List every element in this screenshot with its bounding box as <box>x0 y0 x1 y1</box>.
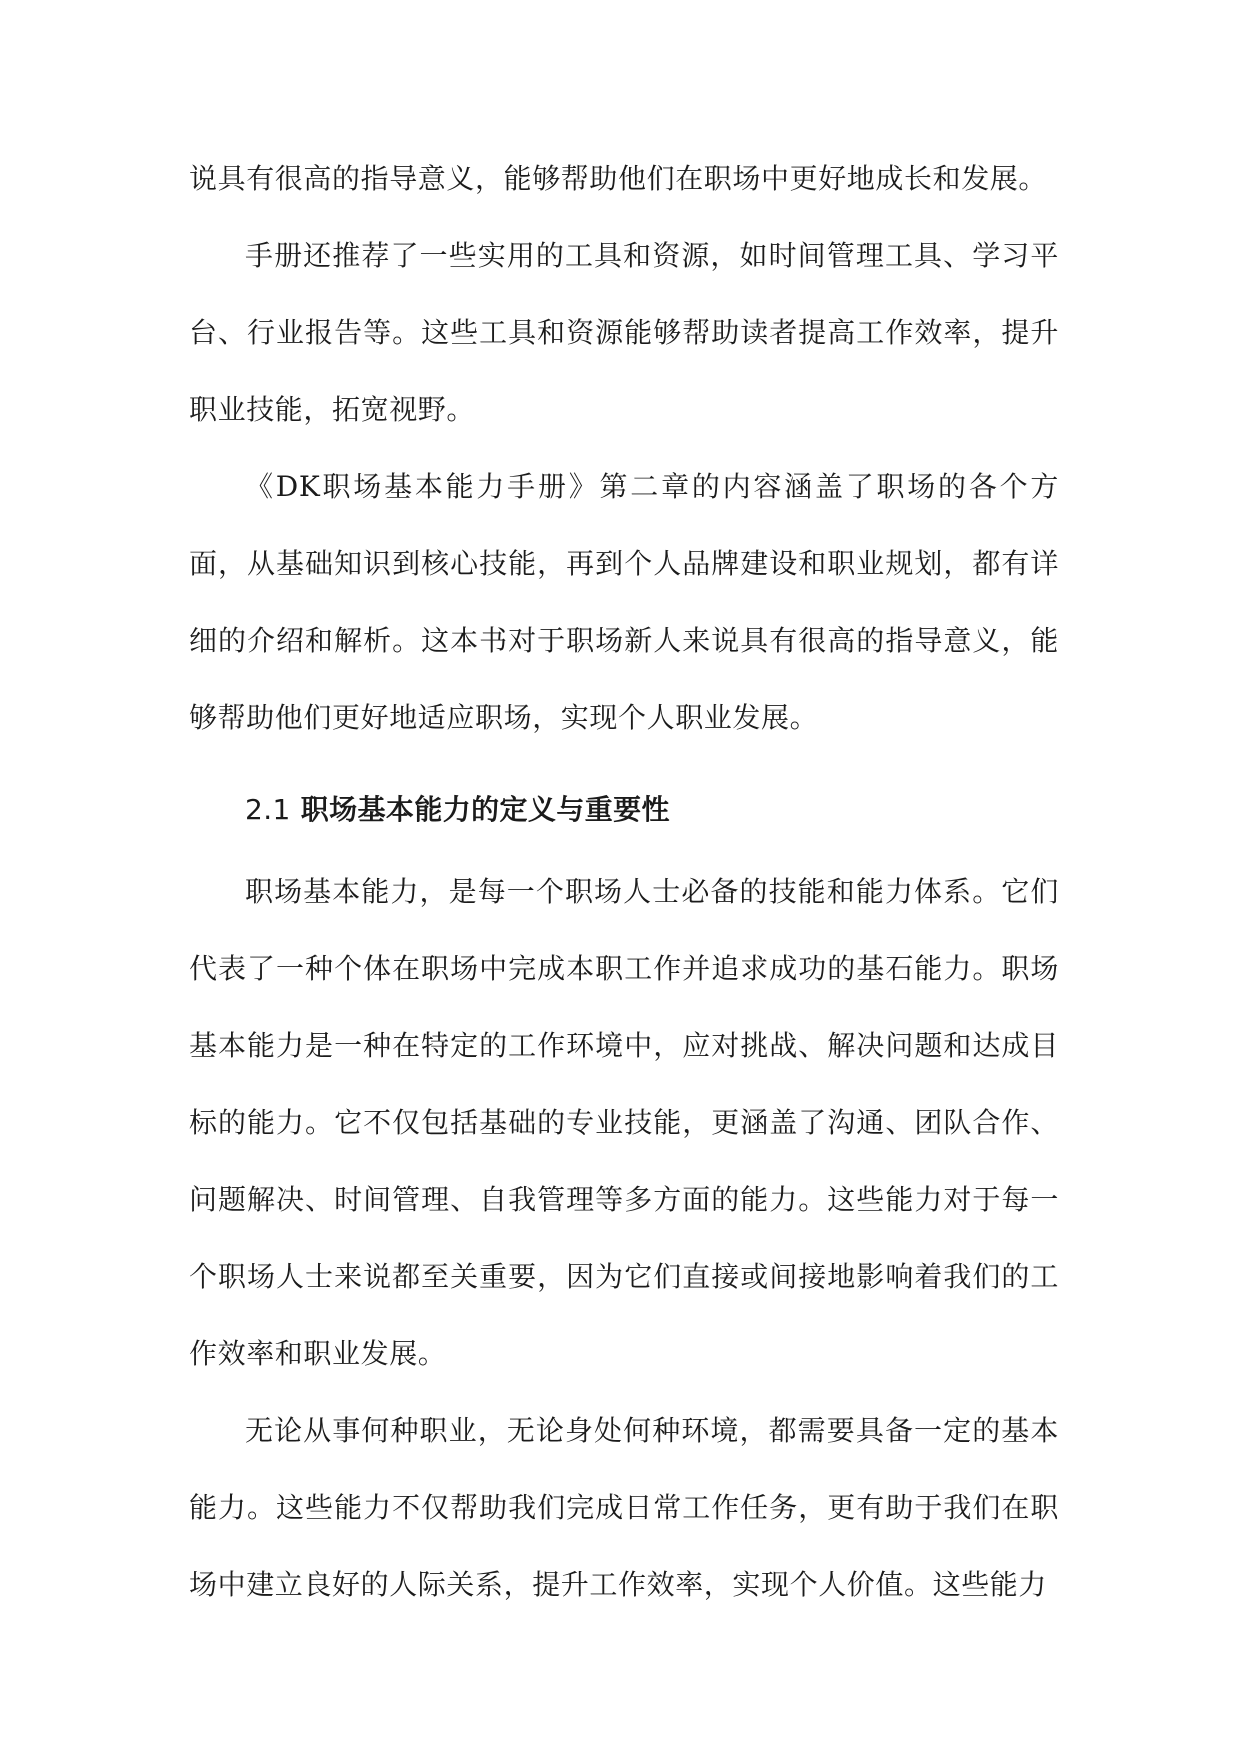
paragraph-tools-resources: 手册还推荐了一些实用的工具和资源，如时间管理工具、学习平台、行业报告等。这些工具和资源能够帮助读者提高工作效率，提升职业技能，拓宽视野。 <box>189 239 1059 426</box>
section-heading <box>189 766 1059 853</box>
section-number: 2.1 <box>245 793 291 826</box>
paragraph-chapter-summary: 《DK职场基本能力手册》第二章的内容涵盖了职场的各个方面，从基础知识到核心技能，再到个人品牌建设和职业规划，都有详细的介绍和解析。这本书对于职场新人来说具有很高的指导意义，能够帮助他们更好地适应职场，实现个人职业发展。 <box>189 470 1059 734</box>
paragraph-importance: 无论从事何种职业，无论身处何种环境，都需要具备一定的基本能力。这些能力不仅帮助我们完成日常工作任务，更有助于我们在职场中建立良好的人际关系，提升工作效率，实现个人价值。这些能力 <box>189 1414 1059 1601</box>
paragraph-continuation: 说具有很高的指导意义，能够帮助他们在职场中更好地成长和发展。 <box>189 162 1048 195</box>
paragraph-definition: 职场基本能力，是每一个职场人士必备的技能和能力体系。它们代表了一种个体在职场中完成本职工作并追求成功的基石能力。职场基本能力是一种在特定的工作环境中，应对挑战、解决问题和达成目标的能力。它不仅包括基础的专业技能，更涵盖了沟通、团队合作、问题解决、时间管理、自我管理等多方面的能力。这些能力对于每一个职场人士来说都至关重要，因为它们直接或间接地影响着我们的工作效率和职业发展。 <box>189 875 1059 1370</box>
section-title: 职场基本能力的定义与重要性 <box>300 793 670 826</box>
page-body <box>189 140 1059 1623</box>
